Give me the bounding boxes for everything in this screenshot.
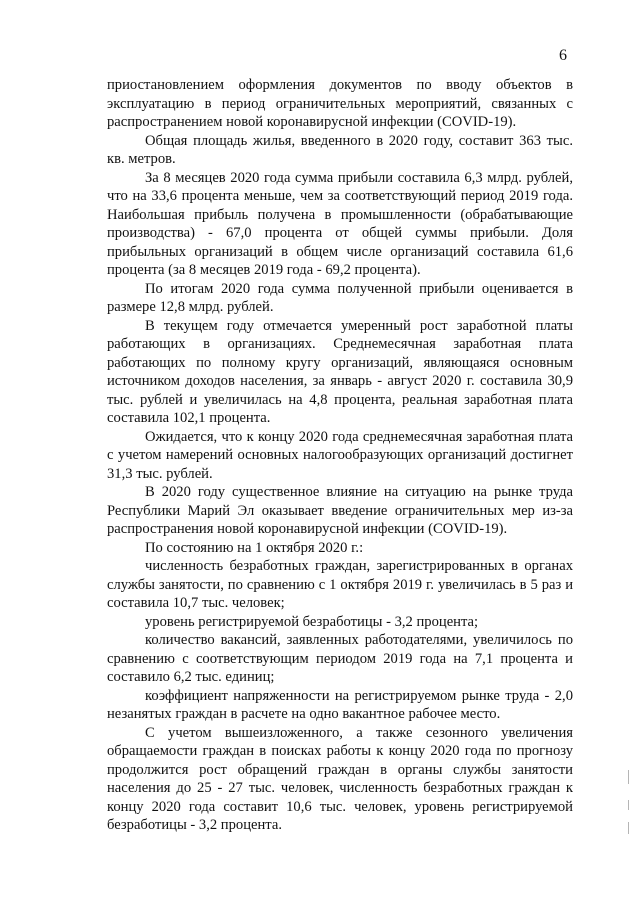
- paragraph-wages-growth: В текущем году отмечается умеренный рост заработной платы работающих в организациях. Среднемесячная заработная плата работающих по полному кругу организаций, являющаяся основным источником доходов населения, за январь - август 2020 г. составила 30,9 тыс. рублей и увеличилась на 4,8 процента, реальная заработная плата составила 102,1 процента.: [107, 317, 573, 426]
- scan-edge-mark: [628, 800, 629, 810]
- paragraph-housing-area: Общая площадь жилья, введенного в 2020 году, составит 363 тыс. кв. метров.: [107, 132, 573, 167]
- scan-edge-mark: [628, 822, 629, 834]
- paragraph-wages-forecast: Ожидается, что к концу 2020 года среднемесячная заработная плата с учетом намерений основных налогообразующих организаций достигнет 31,3 тыс. рублей.: [107, 428, 573, 482]
- document-body: [107, 76, 573, 835]
- paragraph-unemployed-count: численность безработных граждан, зарегистрированных в органах службы занятости, по сравнению с 1 октября 2019 г. увеличилась в 5 раз и составила 10,7 тыс. человек;: [107, 558, 573, 611]
- paragraph-profit-8-months: За 8 месяцев 2020 года сумма прибыли составила 6,3 млрд. рублей, что на 33,6 процента меньше, чем за соответствующий период 2019 года. Наибольшая прибыль получена в промышленности (обрабатывающие производства) - 67,0 процента от общей суммы прибыли. Доля прибыльных организаций в общем числе организаций составила 61,6 процента (за 8 месяцев 2019 года - 69,2 процента).: [107, 169, 573, 278]
- page-number: 6: [559, 47, 567, 64]
- paragraph-unemployment-rate: уровень регистрируемой безработицы - 3,2 процента;: [145, 613, 479, 630]
- paragraph-forecast-summary: С учетом вышеизложенного, а также сезонного увеличения обращаемости граждан в поисках работы к концу 2020 года по прогнозу продолжится рост обращений граждан в органы службы занятости населения до 25 - 27 тыс. человек, численность безработных граждан к концу 2020 года составит 10,6 тыс. человек, уровень регистрируемой безработицы - 3,2 процента.: [107, 724, 573, 833]
- paragraph-as-of-date: По состоянию на 1 октября 2020 г.:: [145, 539, 364, 556]
- paragraph-profit-estimate: По итогам 2020 года сумма полученной прибыли оценивается в размере 12,8 млрд. рублей.: [107, 280, 573, 315]
- paragraph-continuation: приостановлением оформления документов по вводу объектов в эксплуатацию в период ограничительных мероприятий, связанных с распространением новой коронавирусной инфекции (COVID-19).: [107, 77, 573, 130]
- scan-edge-mark: [628, 770, 629, 784]
- paragraph-tension-ratio: коэффициент напряженности на регистрируемом рынке труда - 2,0 незанятых граждан в расчете на одно вакантное рабочее место.: [107, 687, 573, 722]
- paragraph-labor-market: В 2020 году существенное влияние на ситуацию на рынке труда Республики Марий Эл оказывает введение ограничительных мер из-за распространения новой коронавирусной инфекции (COVID-19).: [107, 484, 573, 537]
- paragraph-vacancies: количество вакансий, заявленных работодателями, увеличилось по сравнению с соответствующим периодом 2019 года на 7,1 процента и составило 6,2 тыс. единиц;: [107, 632, 573, 685]
